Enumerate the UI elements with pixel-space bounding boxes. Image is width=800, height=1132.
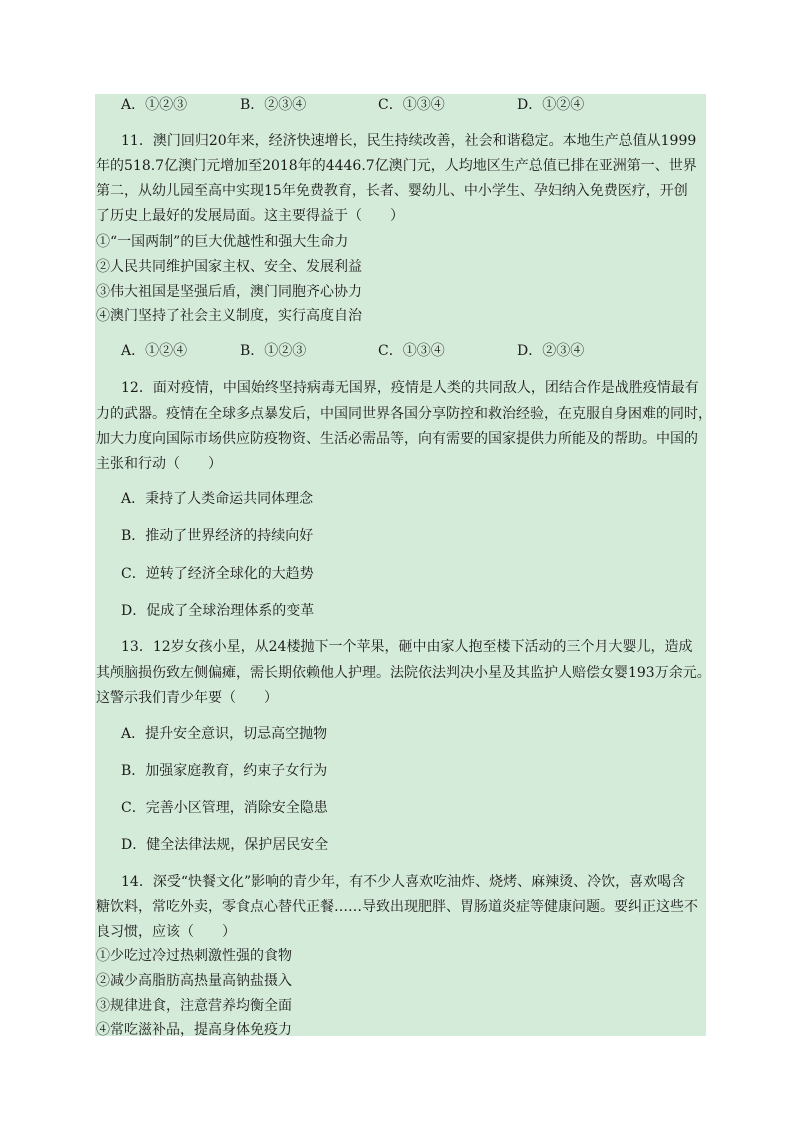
q12-stem-line-1: 12．面对疫情，中国始终坚持病毒无国界，疫情是人类的共同敌人，团结合作是战胜疫情最有: [121, 380, 699, 396]
q13-option-c[interactable]: C．完善小区管理，消除安全隐患: [121, 800, 328, 816]
q13-option-a[interactable]: A．提升安全意识，切忌高空抛物: [121, 726, 328, 742]
q11-item-3: ③伟大祖国是坚强后盾，澳门同胞齐心协力: [96, 284, 362, 300]
q14-stem-line-2: 糖饮料，常吃外卖，零食点心替代正餐……导致出现肥胖、胃肠道炎症等健康问题。要纠正这些不: [96, 899, 698, 915]
q14-item-2: ②减少高脂肪高热量高钠盐摄入: [96, 973, 292, 989]
q14-item-3: ③规律进食，注意营养均衡全面: [96, 998, 292, 1014]
q11-option-d[interactable]: D．②③④: [517, 343, 585, 359]
q11-option-a[interactable]: A．①②④: [121, 343, 188, 359]
q10-option-a[interactable]: A．①②③: [121, 97, 188, 113]
q13-option-b[interactable]: B．加强家庭教育，约束子女行为: [121, 763, 328, 779]
q12-stem-line-4: 主张和行动（ ）: [96, 456, 222, 472]
q11-option-c[interactable]: C．①③④: [378, 343, 445, 359]
q14-item-1: ①少吃过冷过热刺激性强的食物: [96, 948, 292, 964]
q14-stem-line-3: 良习惯，应该（ ）: [96, 924, 236, 940]
q11-item-1: ①“一国两制”的巨大优越性和强大生命力: [96, 234, 349, 250]
q13-stem-line-2: 其颅脑损伤致左侧偏瘫，需长期依赖他人护理。法院依法判决小星及其监护人赔偿女婴193万余元。: [96, 665, 711, 681]
q11-stem-line-3: 第二，从幼儿园至高中实现15年免费教育，长者、婴幼儿、中小学生、孕妇纳入免费医疗，开创: [96, 183, 688, 199]
q10-option-d[interactable]: D．①②④: [517, 97, 585, 113]
q12-option-d[interactable]: D．促成了全球治理体系的变革: [121, 603, 315, 619]
q14-item-4: ④常吃滋补品，提高身体免疫力: [96, 1022, 292, 1038]
q12-stem-line-2: 力的武器。疫情在全球多点暴发后，中国同世界各国分享防控和救治经验，在克服自身困难的同时，: [96, 406, 712, 422]
q11-item-4: ④澳门坚持了社会主义制度，实行高度自治: [96, 308, 362, 324]
q11-item-2: ②人民共同维护国家主权、安全、发展利益: [96, 259, 362, 275]
q13-option-d[interactable]: D．健全法律法规，保护居民安全: [121, 837, 329, 853]
q11-stem-line-1: 11．澳门回归20年来，经济快速增长，民生持续改善，社会和谐稳定。本地生产总值从1999: [121, 133, 697, 149]
q13-stem-line-3: 这警示我们青少年要（ ）: [96, 690, 278, 706]
q10-option-b[interactable]: B．②③④: [240, 97, 307, 113]
q12-option-b[interactable]: B．推动了世界经济的持续向好: [121, 528, 314, 544]
q13-stem-line-1: 13．12岁女孩小星，从24楼抛下一个苹果，砸中由家人抱至楼下活动的三个月大婴儿，造成: [121, 639, 693, 655]
q10-option-c[interactable]: C．①③④: [378, 97, 445, 113]
q12-stem-line-3: 加大力度向国际市场供应防疫物资、生活必需品等，向有需要的国家提供力所能及的帮助。中国的: [96, 431, 698, 447]
q11-stem-line-2: 年的518.7亿澳门元增加至2018年的4446.7亿澳门元，人均地区生产总值已排在亚洲第一、世界: [96, 158, 697, 174]
q12-option-a[interactable]: A．秉持了人类命运共同体理念: [121, 491, 314, 507]
q11-option-b[interactable]: B．①②③: [240, 343, 307, 359]
q11-stem-line-4: 了历史上最好的发展局面。这主要得益于（ ）: [96, 208, 404, 224]
q14-stem-line-1: 14．深受“快餐文化”影响的青少年，有不少人喜欢吃油炸、烧烤、麻辣烫、冷饮，喜欢喝含: [121, 874, 686, 890]
q12-option-c[interactable]: C．逆转了经济全球化的大趋势: [121, 566, 314, 582]
